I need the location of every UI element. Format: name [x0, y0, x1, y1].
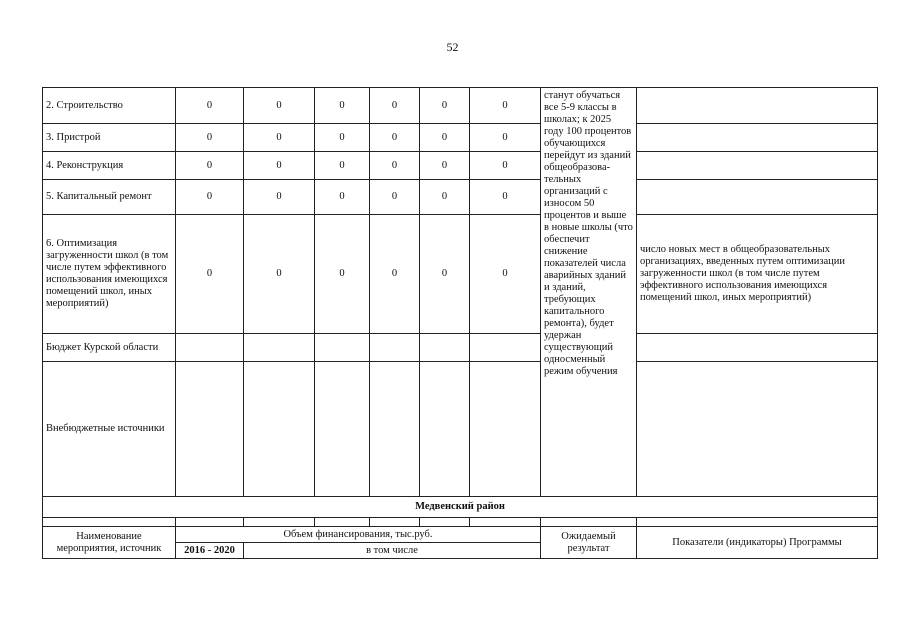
district-row [43, 497, 878, 518]
indicator-cell [637, 88, 878, 124]
row-name: 6. Оптимизация загруженности школ (в том числе путем эффективного использования имеющихся помещений школ, иных мероприятий) [43, 215, 176, 334]
value-cell [176, 362, 244, 497]
value-cell: 0 [315, 124, 370, 152]
value-cell: 0 [176, 88, 244, 124]
header-name: Наименование мероприятия, источник [43, 527, 176, 559]
value-cell: 0 [370, 180, 420, 215]
value-cell [315, 334, 370, 362]
value-cell: 0 [244, 124, 315, 152]
indicator-cell [637, 152, 878, 180]
value-cell [244, 362, 315, 497]
indicator-cell [637, 124, 878, 152]
indicator-cell [637, 362, 878, 497]
header-funding: Объем финансирования, тыс.руб. [176, 527, 541, 543]
value-cell: 0 [176, 124, 244, 152]
value-cell [370, 362, 420, 497]
row-name: 3. Пристрой [43, 124, 176, 152]
value-cell [176, 334, 244, 362]
value-cell: 0 [470, 180, 541, 215]
value-cell [470, 334, 541, 362]
value-cell: 0 [315, 88, 370, 124]
value-cell [370, 334, 420, 362]
spacer-row [43, 518, 878, 527]
value-cell: 0 [420, 180, 470, 215]
indicator-cell [637, 180, 878, 215]
value-cell [470, 362, 541, 497]
value-cell [420, 362, 470, 497]
table-row [43, 334, 878, 362]
table-row [43, 88, 878, 124]
table-row [43, 152, 878, 180]
value-cell: 0 [244, 215, 315, 334]
value-cell: 0 [420, 152, 470, 180]
value-cell: 0 [244, 88, 315, 124]
value-cell: 0 [420, 124, 470, 152]
expected-result-text: станут обучаться все 5-9 классы в школах; к 2025 году 100 процентов обучающихся перейдут из зданий общеобразова-тельных организаций с износом 50 процентов и выше в новые школы (что обеспечит снижение показателей числа аварийных зданий и зданий, требующих капитального ремонта), будет удержан существующий односменный режим обучения [541, 88, 637, 497]
value-cell [315, 362, 370, 497]
value-cell: 0 [315, 152, 370, 180]
header-expected: Ожидаемый результат [541, 527, 637, 559]
header-indicators: Показатели (индикаторы) Программы [637, 527, 878, 559]
value-cell: 0 [176, 152, 244, 180]
row-name: Бюджет Курской области [43, 334, 176, 362]
header-including: в том числе [244, 543, 541, 559]
table-row [43, 215, 878, 334]
value-cell: 0 [370, 88, 420, 124]
value-cell: 0 [244, 152, 315, 180]
district-title: Медвенский район [43, 497, 878, 518]
value-cell: 0 [470, 215, 541, 334]
header-row [43, 527, 878, 543]
row-name: 4. Реконструкция [43, 152, 176, 180]
value-cell: 0 [370, 215, 420, 334]
value-cell: 0 [420, 88, 470, 124]
table-row [43, 180, 878, 215]
program-table [42, 87, 878, 559]
value-cell: 0 [470, 124, 541, 152]
table-row [43, 124, 878, 152]
value-cell: 0 [370, 124, 420, 152]
value-cell: 0 [315, 180, 370, 215]
indicator-text: число новых мест в общеобразовательных организациях, введенных путем оптимизации загруженности школ (в том числе путем эффективного использования имеющихся помещений школ, иных мероприятий) [637, 215, 878, 334]
value-cell: 0 [420, 215, 470, 334]
value-cell [420, 334, 470, 362]
value-cell: 0 [176, 215, 244, 334]
row-name: 5. Капитальный ремонт [43, 180, 176, 215]
row-name: 2. Строительство [43, 88, 176, 124]
indicator-cell [637, 334, 878, 362]
table-row [43, 362, 878, 497]
header-period: 2016 - 2020 [176, 543, 244, 559]
value-cell: 0 [176, 180, 244, 215]
value-cell: 0 [470, 152, 541, 180]
value-cell: 0 [315, 215, 370, 334]
value-cell: 0 [370, 152, 420, 180]
value-cell: 0 [470, 88, 541, 124]
value-cell: 0 [244, 180, 315, 215]
page-number: 52 [446, 40, 459, 54]
row-name: Внебюджетные источники [43, 362, 176, 497]
value-cell [244, 334, 315, 362]
